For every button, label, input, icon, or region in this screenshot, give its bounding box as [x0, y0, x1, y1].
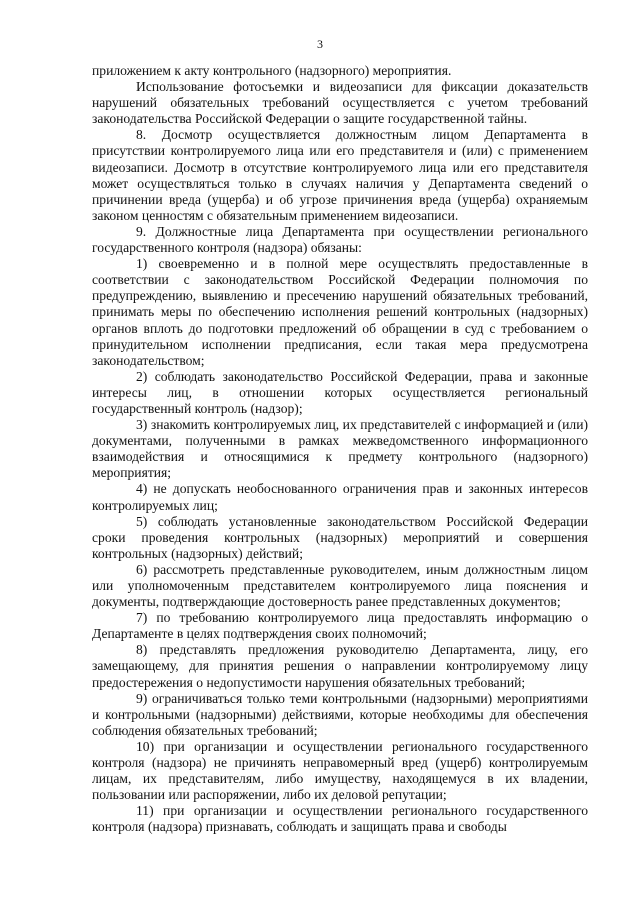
list-item-2: 2) соблюдать законодательство Российской Федерации, права и законные интересы лиц, в отношении которых осуществляется региональный государственный контроль (надзор);: [92, 368, 588, 416]
list-item-4: 4) не допускать необоснованного ограничения прав и законных интересов контролируемых лиц;: [92, 481, 588, 513]
list-item-6: 6) рассмотреть представленные руководителем, иным должностным лицом или уполномоченным представителем контролируемого лица пояснения и документы, подтверждающие достоверность ранее представленных документов;: [92, 561, 588, 610]
document-body: [92, 63, 588, 836]
list-item-7: 7) по требованию контролируемого лица предоставлять информацию о Департаменте в целях подтверждения своих полномочий;: [92, 610, 588, 642]
paragraph-photo-video: Использование фотосъемки и видеозаписи для фиксации доказательств нарушений обязательных требований осуществляется с учетом требований законодательства Российской Федерации о защите государственной тайны.: [92, 79, 588, 127]
list-item-5: 5) соблюдать установленные законодательством Российской Федерации сроки проведения контрольных (надзорных) мероприятий и совершения контрольных (надзорных) действий;: [92, 513, 588, 561]
list-item-9: 9) ограничиваться только теми контрольными (надзорными) мероприятиями и контрольными (надзорными) действиями, которые необходимы для обеспечения соблюдения обязательных требований;: [92, 690, 588, 738]
list-item-10: 10) при организации и осуществлении регионального государственного контроля (надзора) не причинять неправомерный вред (ущерб) контролируемым лицам, их представителям, либо имуществу, находящемуся в их владении, пользовании или распоряжении, либо их деловой репутации;: [92, 738, 588, 803]
list-item-8: 8) представлять предложения руководителю Департамента, лицу, его замещающему, для принятия решения о направлении контролируемому лицу предостережения о недопустимости нарушения обязательных требований;: [92, 642, 588, 690]
page-number: 3: [317, 37, 323, 51]
clause-9: 9. Должностные лица Департамента при осуществлении регионального государственного контроля (надзора) обязаны:: [92, 223, 588, 256]
list-item-3: 3) знакомить контролируемых лиц, их представителей с информацией и (или) документами, полученными в рамках межведомственного информационного взаимодействия и относящимися к предмету контрольного (надзорного) мероприятия;: [92, 417, 588, 481]
paragraph-continuation: приложением к акту контрольного (надзорного) мероприятия.: [92, 63, 452, 78]
clause-8: 8. Досмотр осуществляется должностным лицом Департамента в присутствии контролируемого лица или его представителя и (или) с применением видеозаписи. Досмотр в отсутствие контролируемого лица или его представителя может осуществляться только в случаях наличия у Департамента сведений о причинении вреда (ущерба) и об угрозе причинения вреда (ущерба) охраняемым законом ценностям с обязательным применением видеозаписи.: [92, 127, 588, 223]
list-item-1: 1) своевременно и в полной мере осуществлять предоставленные в соответствии с законодательством Российской Федерации полномочия по предупреждению, выявлению и пресечению нарушений обязательных требований, принимать меры по обеспечению исполнения решений контрольных (надзорных) органов вплоть до подготовки предложений об обращении в суд с требованием о принудительном исполнении предписания, если такая мера предусмотрена законодательством;: [92, 256, 588, 368]
list-item-11: 11) при организации и осуществлении регионального государственного контроля (надзора) признавать, соблюдать и защищать права и свободы: [92, 803, 588, 835]
